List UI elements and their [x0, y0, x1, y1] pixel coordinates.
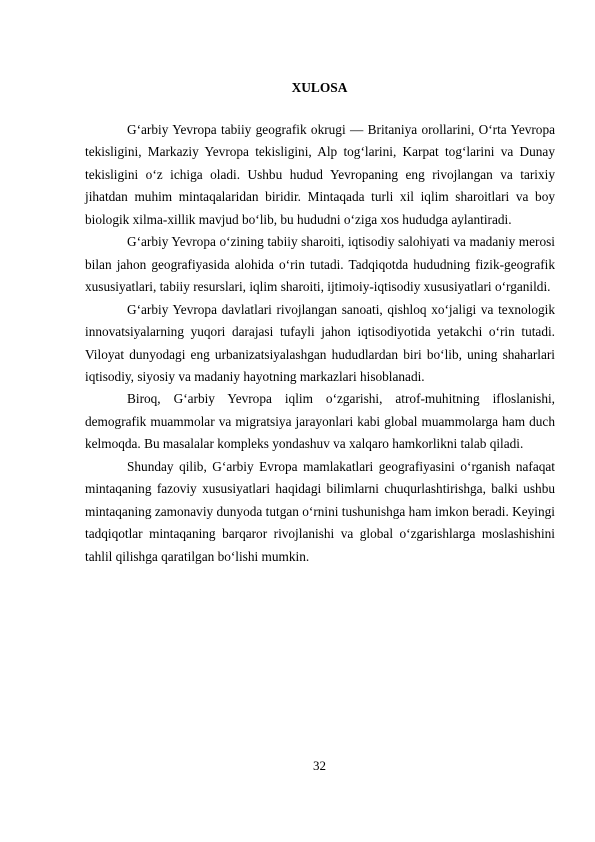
body-text [85, 119, 555, 568]
paragraph-4: Biroq, G‘arbiy Yevropa iqlim o‘zgarishi, atrof-muhitning ifloslanishi, demografik muammolar va migratsiya jarayonlari kabi global muammolarga ham duch kelmoqda. Bu masalalar kompleks yondashuv va xalqaro hamkorlikni talab qiladi. [85, 391, 555, 452]
page-number: 32 [313, 758, 326, 773]
paragraph-2: G‘arbiy Yevropa o‘zining tabiiy sharoiti, iqtisodiy salohiyati va madaniy merosi bilan jahon geografiyasida alohida o‘rin tutadi. Tadqiqotda hududning fizik-geografik xususiyatlari, tabiiy resurslari, iqlim sharoiti, ijtimoiy-iqtisodiy xususiyatlari o‘rganildi. [85, 234, 555, 295]
paragraph-1: G‘arbiy Yevropa tabiiy geografik okrugi — Britaniya orollarini, O‘rta Yevropa tekisligini, Markaziy Yevropa tekisligini, Alp tog‘larini, Karpat tog‘larini va Dunay tekisligini o‘z ichiga oladi. Ushbu hudud Yevropaning eng rivojlangan va tarixiy jihatdan muhim mintaqalaridan biridir. Mintaqada turli xil iqlim sharoitlari va boy biologik xilma-xillik mavjud bo‘lib, bu hududni o‘ziga xos hududga aylantiradi. [85, 122, 555, 227]
paragraph-5: Shunday qilib, G‘arbiy Evropa mamlakatlari geografiyasini o‘rganish nafaqat mintaqaning fazoviy xususiyatlari haqidagi bilimlarni chuqurlashtirishga, balki ushbu mintaqaning zamonaviy dunyoda tutgan o‘rnini tushunishga ham imkon beradi. Keyingi tadqiqotlar mintaqaning barqaror rivojlanishi va global o‘zgarishlarga moslashishini tahlil qilishga qaratilgan bo‘lishi mumkin. [85, 458, 555, 564]
page-title: XULOSA [291, 80, 348, 95]
paragraph-3: G‘arbiy Yevropa davlatlari rivojlangan sanoati, qishloq xo‘jaligi va texnologik innovatsiyalarning yuqori darajasi tufayli jahon iqtisodiyotida yetakchi o‘rin tutadi. Viloyat dunyodagi eng urbanizatsiyalashgan hududlardan biri bo‘lib, uning shaharlari iqtisodiy, siyosiy va madaniy hayotning markazlari hisoblanadi. [85, 301, 555, 384]
